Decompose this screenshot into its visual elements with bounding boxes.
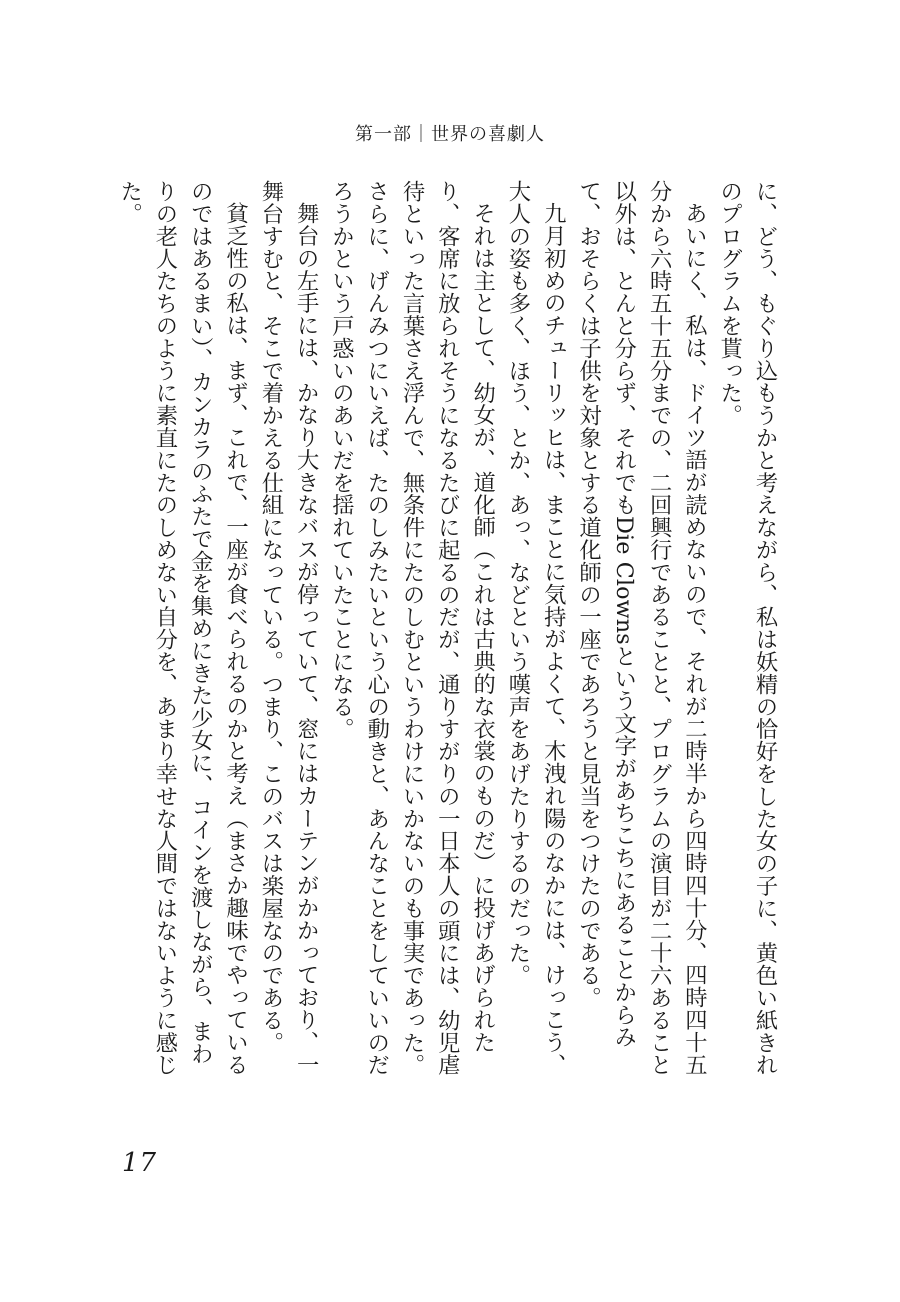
paragraph: それは主として、幼女が、道化師（これは古典的な衣裳のものだ）に投げあげられたり、客席に放られそうになるたびに起るのだが、通りすがりの一日本人の頭には、幼児虐待といった言葉さえ浮んで、無条件にたのしむというわけにいかないのも事実であった。さらに、げんみつにいえば、たのしみたいという心の動きと、あんなことをしていいのだろうかという戸惑いのあいだを揺れていたことになる。: [328, 180, 496, 1076]
running-head: 第一部｜世界の喜劇人: [355, 124, 545, 145]
page-number: 17: [122, 1148, 158, 1178]
paragraph: 舞台の左手には、かなり大きなバスが停っていて、窓にはカーテンがかかっており、一舞台すむと、そこで着かえる仕組になっている。つまり、このバスは楽屋なのである。: [257, 180, 320, 1076]
paragraph: あいにく、私は、ドイツ語が読めないので、それが二時半から四時四十分、四時四十五分から六時五十五分までの、二回興行であることと、プログラムの演目が二十六あること以外は、とんと分らず、それでもDie Clownsという文字があちこちにあることからみて、おそらくは子供を対象とする道化師の一座であろうと見当をつけたのである。: [575, 180, 708, 1076]
paragraph: に、どう、もぐり込もうかと考えながら、私は妖精の恰好をした女の子に、黄色い紙きれのプログラムを貰った。: [716, 180, 778, 1076]
paragraph: 貧乏性の私は、まず、これで、一座が食べられるのかと考え（まさか趣味でやっているのではあるまい）、カンカラのふたで金を集めにきた少女に、コインを渡しながら、まわりの老人たちのように素直にたのしめない自分を、あまり幸せな人間ではないように感じた。: [116, 180, 249, 1076]
body-text: [110, 180, 782, 1080]
paragraph: 九月初めのチューリッヒは、まことに気持がよくて、木洩れ陽のなかには、けっこう、大人の姿も多く、ほう、とか、あっ、などという嘆声をあげたりするのだった。: [504, 180, 567, 1076]
